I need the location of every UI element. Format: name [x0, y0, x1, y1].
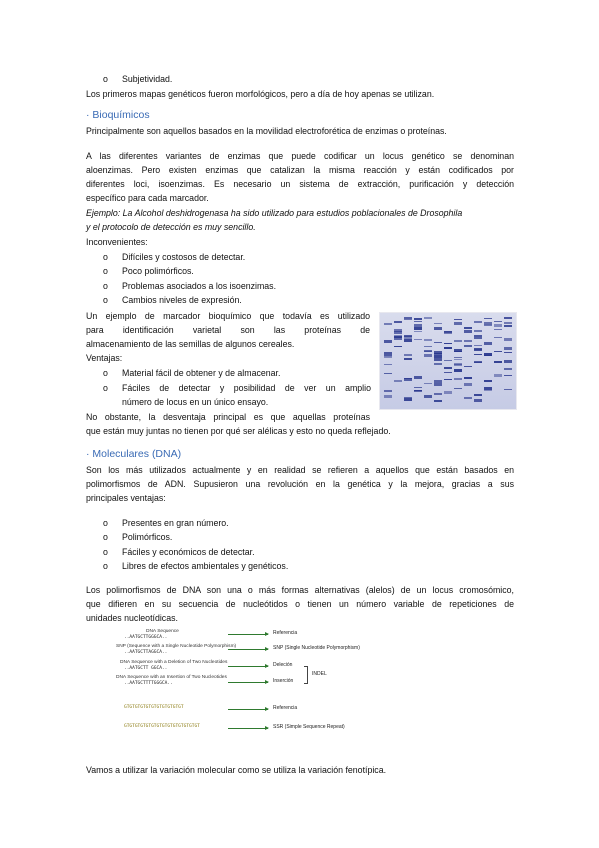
gel-band	[424, 351, 432, 352]
gel-band	[494, 351, 502, 352]
gel-band	[414, 331, 422, 332]
gel-band	[484, 325, 492, 326]
polymorphism-diagram	[116, 628, 446, 736]
gel-lane	[414, 317, 422, 405]
arrow-icon	[228, 682, 268, 683]
gel-lane	[474, 317, 482, 405]
gel-band	[404, 354, 412, 356]
gel-band	[454, 363, 462, 366]
diagram-sequence: ..AATGCTTTTGGGCA..	[124, 681, 173, 686]
gel-band	[444, 360, 452, 361]
arrow-icon	[228, 666, 268, 667]
gel-band	[464, 383, 472, 386]
gel-band	[404, 335, 412, 337]
paragraph-line: Son los más utilizados actualmente y en realidad se refieren a aquellos que están basados en	[86, 465, 514, 475]
gel-band	[384, 390, 392, 392]
paragraph-line: polimorfismos de ADN. Supusieron una revolución en la genética y la mejora, gracias a sus	[86, 479, 514, 489]
gel-band	[414, 387, 422, 388]
gel-band	[444, 391, 452, 394]
gel-band	[424, 317, 432, 319]
diagram-target: Referencia	[273, 630, 298, 636]
diagram-sequence: ..AATGCTTAGGCA..	[124, 650, 168, 655]
gel-band	[494, 361, 502, 363]
gel-band	[504, 338, 512, 341]
gel-band	[494, 374, 502, 377]
gel-band	[464, 330, 472, 333]
diagram-target: Deleción	[273, 662, 293, 668]
gel-band	[424, 346, 432, 347]
gel-band	[404, 319, 412, 320]
gel-lane	[444, 317, 452, 405]
diagram-target: SSR (Simple Sequence Repeat)	[273, 724, 345, 730]
gel-band	[504, 368, 512, 370]
gel-band	[384, 373, 392, 374]
paragraph-line: A las diferentes variantes de enzimas que puede codificar un locus genético se denominan	[86, 151, 514, 161]
diagram-target: Inserción	[273, 678, 294, 684]
gel-band	[434, 353, 442, 354]
diagram-label: DNA Sequence with an Insertion of Two Nucleotides	[116, 675, 227, 680]
gel-band	[434, 355, 442, 358]
gel-band	[394, 329, 402, 332]
gel-band	[424, 395, 432, 398]
paragraph-line: No obstante, la desventaja principal es que aquellas proteínas	[86, 412, 370, 422]
gel-band	[414, 321, 422, 322]
paragraph-line: unidades nucleotídicas.	[86, 613, 178, 623]
gel-band	[474, 362, 482, 363]
paragraph-line: para identificación varietal son las proteínas de	[86, 325, 370, 335]
gel-band	[384, 340, 392, 343]
gel-band	[414, 318, 422, 320]
gel-lane	[484, 317, 492, 405]
closing-line: Vamos a utilizar la variación molecular como se utiliza la variación fenotípica.	[86, 765, 387, 775]
gel-band	[404, 317, 412, 319]
gel-band	[464, 366, 472, 367]
gel-band	[384, 357, 392, 358]
paragraph-line: Un ejemplo de marcador bioquímico que todavía es utilizado	[86, 311, 370, 321]
gel-band	[464, 377, 472, 379]
gel-band	[454, 322, 462, 325]
diagram-target: Referencia	[273, 705, 298, 711]
diagram-sequence: ..AATGCTTGGGCA..	[124, 635, 168, 640]
gel-band	[504, 360, 512, 363]
gel-band	[434, 327, 442, 330]
paragraph-line: que están muy juntas no tienen por qué ser alélicas y esto no queda reflejado.	[86, 426, 391, 436]
gel-band	[384, 364, 392, 365]
diagram-label: DNA Sequence with a Deletion of Two Nucleotides	[120, 660, 228, 665]
gel-band	[474, 330, 482, 332]
diagram-sequence: GTGTGTGTGTGTGTGTGTGTGTGTGTGT	[124, 724, 200, 729]
gel-band	[504, 389, 512, 390]
bracket	[304, 666, 308, 684]
gel-band	[394, 335, 402, 337]
paragraph-line: específico para cada marcador.	[86, 193, 209, 203]
gel-band	[484, 322, 492, 324]
diagram-sequence: ..AATGCTT GGCA..	[124, 666, 168, 671]
gel-band	[484, 387, 492, 390]
gel-band	[434, 342, 442, 343]
gel-lane	[464, 317, 472, 405]
paragraph-line: aloenzimas. Pero existen enzimas que catalizan la misma reacción y están codificados por	[86, 165, 514, 175]
gel-band	[434, 393, 442, 395]
section-heading-bioquimicos: · Bioquímicos	[86, 109, 150, 121]
gel-band	[464, 340, 472, 342]
gel-band	[414, 376, 422, 379]
gel-band	[434, 400, 442, 402]
gel-band	[394, 321, 402, 323]
gel-band	[404, 358, 412, 360]
gel-band	[424, 339, 432, 341]
gel-lane	[494, 317, 502, 405]
paragraph-line: Los polimorfismos de DNA son una o más formas alternativas (alelos) de un locus cromosómico,	[86, 585, 514, 595]
gel-lane	[504, 317, 512, 405]
gel-band	[464, 327, 472, 329]
gel-band	[414, 339, 422, 340]
gel-band	[494, 337, 502, 338]
gel-band	[504, 347, 512, 350]
diagram-sequence: GTGTGTGTGTGTGTGTGTGTGT	[124, 705, 184, 710]
gel-band	[454, 357, 462, 358]
example-line: Ejemplo: La Alcohol deshidrogenasa ha sido utilizado para estudios poblacionales de Drosophila	[86, 208, 463, 218]
gel-band	[414, 327, 422, 330]
gel-band	[384, 323, 392, 325]
gel-band	[474, 321, 482, 323]
gel-band	[454, 319, 462, 320]
gel-band	[444, 367, 452, 369]
gel-band	[454, 378, 462, 380]
gel-band	[444, 347, 452, 349]
gel-band	[504, 375, 512, 376]
diagram-target: SNP (Single Nucleotide Polymorphism)	[273, 645, 360, 651]
gel-band	[384, 395, 392, 398]
gel-band	[444, 331, 452, 333]
paragraph-line: diferentes loci, isoenzimas. Es necesario un sistema de extracción, purificación y detección	[86, 179, 514, 189]
gel-band	[434, 323, 442, 324]
diagram-target: INDEL	[312, 671, 327, 677]
gel-band	[384, 354, 392, 357]
gel-band	[494, 321, 502, 322]
ventajas-label: Ventajas:	[86, 353, 123, 363]
gel-lane	[434, 317, 442, 405]
inconvenientes-label: Inconvenientes:	[86, 237, 148, 247]
gel-band	[484, 318, 492, 319]
gel-band	[434, 358, 442, 361]
gel-band	[424, 354, 432, 357]
gel-band	[404, 379, 412, 381]
gel-band	[474, 337, 482, 339]
gel-band	[504, 325, 512, 327]
gel-band	[404, 398, 412, 401]
gel-band	[504, 322, 512, 324]
gel-band	[434, 380, 442, 383]
diagram-label: SNP (Sequence with a Single Nucleotide Polymorphism)	[116, 644, 237, 649]
gel-band	[404, 339, 412, 342]
gel-band	[484, 380, 492, 382]
paragraph-line: que difieren en su secuencia de nucleótidos o tienen un número variable de repeticiones de	[86, 599, 514, 609]
gel-band	[434, 383, 442, 386]
gel-band	[494, 326, 502, 327]
gel-lane	[384, 317, 392, 405]
gel-band	[504, 317, 512, 319]
gel-band	[494, 329, 502, 330]
gel-band	[474, 394, 482, 396]
gel-band	[424, 383, 432, 384]
arrow-icon	[228, 709, 268, 710]
document-page: o Subjetividad. Los primeros mapas genéticos fueron morfológicos, pero a día de hoy apenas se utilizan. · Bioquímicos Principalmente son aquellos basados en la movilidad electroforética de enzimas o proteínas. A las diferentes variantes de enzimas que puede codificar un locus genético se denominan aloenzimas. Pero existen enzimas que catalizan la misma reacción y están codificados por diferentes loci, isoenzimas. Es necesario un sistema de extracción, purificación y detección específico para cada marcador. Ejemplo: La Alcohol deshidrogenasa ha sido utilizado para estudios poblacionales de Drosophila y el protocolo de detección es muy sencillo. Inconvenientes: o Difíciles y costosos de detectar. o Poco polimórficos. o Problemas asociados a los isoenzimas. o Cambios niveles de expresión. Un ejemplo de marcador bioquímico que todavía es utilizado para identificación varietal son las proteínas de almacenamiento de las semillas de algunos cereales. Ventajas: o Material fácil de obtener y de almacenar. o Fáciles de detectar y posibilidad de ver un amplio número de locus en un único ensayo. No obstante, la desventaja principal es que aquellas proteínas que están muy juntas no tienen por qué ser alélicas y esto no queda reflejado. · Moleculares (DNA) Son los más utilizados actualmente y en realidad se refieren a aquellos que están basados en polimorfismos de ADN. Supusieron una revolución en la genética y la mejora, gracias a sus principales ventajas: o Presentes en gran número. o Polimórficos. o Fáciles y económicos de detectar. o Libres de efectos ambientales y genéticos. Los polimorfismos de DNA son una o más formas alternativas (alelos) de un locus cromosómico, que difieren en su secuencia de nucleótidos o tienen un número variable de repeticiones de unidades nucleotídicas. DNA Sequence ..AATGCTTGGGCA.. SNP (Sequence with a Single Nucleotide Polymorphism) ..AATGCTTAGGCA.. DNA Sequence with a Deletion of Two Nucleotides ..AATGCTT GGCA.. DNA Sequence with an Insertion of Two Nucleotides ..AATGCTTTTGGGCA.. Referencia SNP (Single Nucleotide Polymorphism) Deleción Inserción INDEL GTGTGTGTGTGTGTGTGTGTGT GTGTGTGTGTGTGTGTGTGTGTGTGTGT Referencia SSR (Simple Sequence Repeat) Vamos a utilizar la variación molecular como se utiliza la variación fenotípica.	[0, 0, 599, 848]
gel-band	[484, 390, 492, 391]
paragraph-line: almacenamiento de las semillas de algunos cereales.	[86, 339, 295, 349]
gel-band	[474, 335, 482, 337]
gel-band	[454, 369, 462, 372]
gel-band	[384, 352, 392, 354]
gel-band	[484, 342, 492, 345]
gel-lane	[454, 317, 462, 405]
gel-band	[454, 359, 462, 360]
gel-band	[474, 399, 482, 402]
gel-band	[454, 340, 462, 342]
gel-band	[454, 388, 462, 389]
gel-band	[414, 390, 422, 391]
gel-band	[454, 351, 462, 352]
gel-electrophoresis-image	[379, 312, 517, 410]
gel-band	[504, 352, 512, 353]
example-line: y el protocolo de detección es muy sencillo.	[86, 222, 256, 232]
diagram-label: DNA Sequence	[146, 629, 179, 634]
paragraph-line: Los primeros mapas genéticos fueron morfológicos, pero a día de hoy apenas se utilizan.	[86, 89, 435, 99]
gel-lane	[394, 317, 402, 405]
gel-lane	[424, 317, 432, 405]
arrow-icon	[228, 649, 268, 650]
section-heading-moleculares: · Moleculares (DNA)	[86, 448, 182, 460]
gel-band	[474, 345, 482, 346]
paragraph-line: Principalmente son aquellos basados en la movilidad electroforética de enzimas o proteínas.	[86, 126, 447, 136]
arrow-icon	[228, 634, 268, 635]
gel-band	[404, 378, 412, 379]
gel-band	[464, 397, 472, 399]
gel-band	[394, 380, 402, 382]
gel-band	[474, 354, 482, 355]
gel-band	[394, 346, 402, 347]
paragraph-line: principales ventajas:	[86, 493, 166, 503]
gel-band	[464, 345, 472, 347]
gel-band	[484, 353, 492, 356]
gel-band	[444, 379, 452, 380]
gel-band	[444, 343, 452, 344]
gel-lane	[404, 317, 412, 405]
gel-band	[434, 363, 442, 365]
gel-band	[474, 348, 482, 351]
gel-band	[444, 372, 452, 373]
arrow-icon	[228, 728, 268, 729]
